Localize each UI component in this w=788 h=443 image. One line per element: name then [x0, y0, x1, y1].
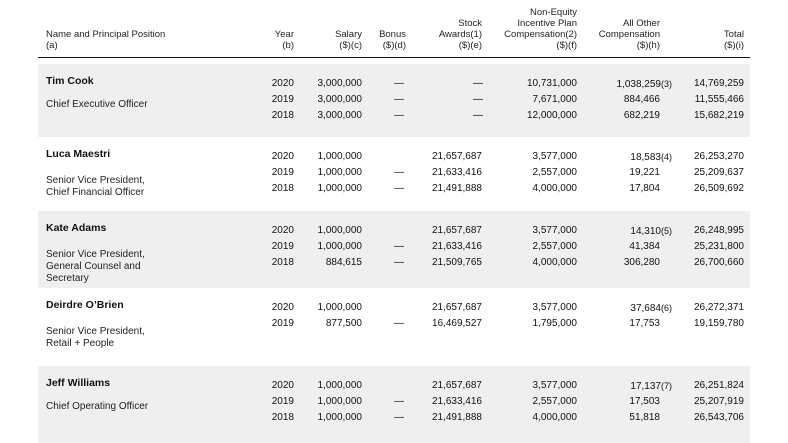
cell-salary: 877,500 — [325, 318, 362, 329]
header-divider — [38, 57, 750, 58]
exec-name: Jeff Williams — [46, 377, 111, 389]
cell-nonequity: 2,557,000 — [532, 241, 577, 252]
cell-year: 2018 — [271, 110, 294, 121]
header-bonus-line: ($)(d) — [382, 40, 406, 51]
exec-name: Tim Cook — [46, 75, 94, 87]
cell-salary: 3,000,000 — [317, 94, 362, 105]
exec-group — [38, 366, 750, 443]
cell-other-value: 682,219 — [623, 110, 660, 121]
header-other-line: ($)(h) — [636, 40, 660, 51]
exec-title-line: Chief Executive Officer — [46, 99, 148, 110]
cell-salary: 1,000,000 — [317, 380, 362, 391]
header-other — [599, 18, 660, 51]
cell-other — [629, 394, 660, 410]
cell-total: 25,207,919 — [693, 396, 744, 407]
table-header — [0, 0, 788, 58]
cell-other-value: 37,684 — [630, 303, 661, 314]
table-row — [38, 76, 750, 92]
header-nonequity-line: Compensation(2) — [504, 29, 577, 40]
header-bonus — [379, 29, 406, 51]
cell-nonequity: 3,577,000 — [532, 380, 577, 391]
cell-other — [629, 181, 660, 197]
cell-year: 2018 — [271, 183, 294, 194]
cell-other-value: 14,310 — [630, 226, 661, 237]
header-year-line: (b) — [282, 40, 294, 51]
cell-other — [630, 223, 672, 240]
cell-year: 2018 — [271, 257, 294, 268]
table-row — [38, 165, 750, 181]
cell-year: 2020 — [271, 78, 294, 89]
cell-other — [629, 239, 660, 255]
cell-bonus: — — [394, 241, 404, 252]
cell-bonus: — — [394, 396, 404, 407]
table-row — [38, 92, 750, 108]
table-row — [38, 255, 750, 271]
cell-bonus: — — [394, 94, 404, 105]
header-stock — [439, 18, 482, 51]
cell-nonequity: 7,671,000 — [532, 94, 577, 105]
cell-other — [630, 378, 672, 395]
table-row — [38, 300, 750, 316]
cell-nonequity: 1,795,000 — [532, 318, 577, 329]
header-salary-line: Salary — [335, 29, 362, 40]
cell-bonus: — — [394, 412, 404, 423]
cell-other-value: 306,280 — [623, 257, 660, 268]
exec-name: Deirdre O’Brien — [46, 299, 124, 311]
header-name-line: (a) — [46, 40, 58, 51]
cell-nonequity: 12,000,000 — [526, 110, 577, 121]
exec-title-line: Chief Financial Officer — [46, 187, 145, 198]
cell-salary: 1,000,000 — [317, 241, 362, 252]
header-nonequity-line: Incentive Plan — [517, 18, 577, 29]
cell-bonus: — — [394, 167, 404, 178]
cell-bonus: — — [394, 183, 404, 194]
cell-year: 2019 — [271, 318, 294, 329]
cell-other-value: 884,466 — [623, 94, 660, 105]
cell-nonequity: 3,577,000 — [532, 302, 577, 313]
cell-nonequity: 10,731,000 — [526, 78, 577, 89]
cell-other-value: 41,384 — [629, 241, 660, 252]
cell-other — [624, 255, 660, 271]
cell-other — [630, 300, 672, 317]
header-stock-line: ($)(e) — [458, 40, 482, 51]
cell-salary: 1,000,000 — [317, 151, 362, 162]
exec-title-line: Senior Vice President, — [46, 249, 145, 260]
cell-total: 26,253,270 — [693, 151, 744, 162]
cell-salary: 1,000,000 — [317, 225, 362, 236]
cell-year: 2020 — [271, 380, 294, 391]
exec-title-line: Senior Vice President, — [46, 326, 145, 337]
cell-other — [629, 165, 660, 181]
cell-stock: 21,491,888 — [431, 183, 482, 194]
header-stock-line: Stock — [458, 18, 482, 29]
header-stock-line: Awards(1) — [438, 29, 482, 40]
cell-other-value: 51,818 — [629, 412, 660, 423]
table-row — [38, 239, 750, 255]
table-row — [38, 223, 750, 239]
cell-other-value: 17,753 — [629, 318, 660, 329]
cell-stock: 21,633,416 — [431, 241, 482, 252]
cell-stock: 21,657,687 — [431, 151, 482, 162]
cell-total: 26,251,824 — [693, 380, 744, 391]
cell-nonequity: 4,000,000 — [532, 183, 577, 194]
cell-nonequity: 2,557,000 — [532, 396, 577, 407]
cell-salary: 884,615 — [325, 257, 362, 268]
cell-total: 15,682,219 — [693, 110, 744, 121]
exec-group — [38, 288, 750, 366]
cell-year: 2019 — [271, 94, 294, 105]
table-row — [38, 316, 750, 332]
header-year — [275, 29, 294, 51]
cell-bonus: — — [394, 78, 404, 89]
cell-total: 25,209,637 — [693, 167, 744, 178]
cell-bonus: — — [394, 318, 404, 329]
cell-total: 26,272,371 — [693, 302, 744, 313]
header-other-line: All Other — [623, 18, 660, 29]
exec-title-line: Chief Operating Officer — [46, 401, 149, 412]
cell-other-value: 1,038,259 — [616, 79, 661, 90]
header-nonequity — [504, 7, 577, 51]
cell-year: 2020 — [271, 302, 294, 313]
table-row — [38, 394, 750, 410]
cell-salary: 1,000,000 — [317, 167, 362, 178]
exec-group — [38, 211, 750, 288]
cell-stock: 21,657,687 — [431, 380, 482, 391]
cell-stock: — — [473, 94, 483, 105]
cell-nonequity: 3,577,000 — [532, 151, 577, 162]
table-row — [38, 108, 750, 124]
cell-other — [629, 410, 660, 426]
cell-bonus: — — [394, 257, 404, 268]
exec-title-line: Secretary — [46, 273, 89, 284]
footnote-marker: (7) — [661, 381, 672, 391]
header-nonequity-line: ($)(f) — [556, 40, 577, 51]
cell-total: 26,248,995 — [693, 225, 744, 236]
cell-stock: 21,633,416 — [431, 167, 482, 178]
header-total-line: ($)(i) — [723, 40, 744, 51]
header-bonus-line: Bonus — [379, 29, 406, 40]
cell-other — [624, 92, 660, 108]
header-year-line: Year — [274, 29, 294, 40]
footnote-marker: (3) — [661, 79, 672, 89]
header-other-line: Compensation — [598, 29, 660, 40]
cell-salary: 1,000,000 — [317, 412, 362, 423]
header-name — [46, 29, 165, 51]
cell-stock: — — [473, 78, 483, 89]
exec-name: Kate Adams — [46, 222, 107, 234]
cell-other — [617, 76, 673, 93]
cell-bonus: — — [394, 110, 404, 121]
cell-stock: 21,657,687 — [431, 225, 482, 236]
cell-salary: 1,000,000 — [317, 183, 362, 194]
header-total-line: Total — [723, 29, 744, 40]
cell-year: 2019 — [271, 241, 294, 252]
cell-total: 11,555,466 — [694, 94, 744, 105]
cell-year: 2020 — [271, 225, 294, 236]
cell-other-value: 18,583 — [630, 152, 661, 163]
exec-title-line: Retail + People — [46, 338, 115, 349]
cell-salary: 1,000,000 — [317, 302, 362, 313]
cell-stock: 21,491,888 — [431, 412, 482, 423]
footnote-marker: (5) — [661, 226, 672, 236]
header-nonequity-line: Non-Equity — [530, 7, 577, 18]
cell-year: 2019 — [271, 396, 294, 407]
cell-year: 2020 — [271, 151, 294, 162]
cell-other — [629, 316, 660, 332]
table-row — [38, 378, 750, 394]
exec-name: Luca Maestri — [46, 148, 111, 160]
footnote-marker: (6) — [661, 303, 672, 313]
cell-total: 26,700,660 — [693, 257, 744, 268]
cell-year: 2019 — [271, 167, 294, 178]
cell-other-value: 19,221 — [629, 167, 660, 178]
cell-salary: 1,000,000 — [317, 396, 362, 407]
cell-salary: 3,000,000 — [317, 78, 362, 89]
cell-total: 26,509,692 — [693, 183, 744, 194]
cell-total: 14,769,259 — [693, 78, 744, 89]
cell-total: 26,543,706 — [693, 412, 744, 423]
cell-stock: 21,657,687 — [431, 302, 482, 313]
cell-other-value: 17,503 — [629, 396, 660, 407]
table-row — [38, 181, 750, 197]
cell-nonequity: 2,557,000 — [532, 167, 577, 178]
header-salary-line: ($)(c) — [339, 40, 362, 51]
cell-total: 25,231,800 — [693, 241, 744, 252]
exec-title-line: Senior Vice President, — [46, 175, 145, 186]
cell-salary: 3,000,000 — [317, 110, 362, 121]
cell-total: 19,159,780 — [693, 318, 744, 329]
cell-other — [630, 149, 672, 166]
table-row — [38, 149, 750, 165]
cell-year: 2018 — [271, 412, 294, 423]
cell-nonequity: 4,000,000 — [532, 412, 577, 423]
cell-other-value: 17,137 — [630, 381, 661, 392]
cell-other — [624, 108, 660, 124]
header-name-line: Name and Principal Position — [46, 29, 166, 40]
cell-stock: — — [473, 110, 483, 121]
exec-group — [38, 137, 750, 211]
cell-stock: 21,509,765 — [431, 257, 482, 268]
footnote-marker: (4) — [661, 152, 672, 162]
cell-other-value: 17,804 — [629, 183, 660, 194]
cell-stock: 16,469,527 — [431, 318, 482, 329]
cell-stock: 21,633,416 — [431, 396, 482, 407]
cell-nonequity: 3,577,000 — [532, 225, 577, 236]
exec-title-line: General Counsel and — [46, 261, 141, 272]
table-row — [38, 410, 750, 426]
header-salary — [335, 29, 362, 51]
cell-nonequity: 4,000,000 — [532, 257, 577, 268]
exec-group — [38, 64, 750, 137]
header-total — [724, 29, 744, 51]
